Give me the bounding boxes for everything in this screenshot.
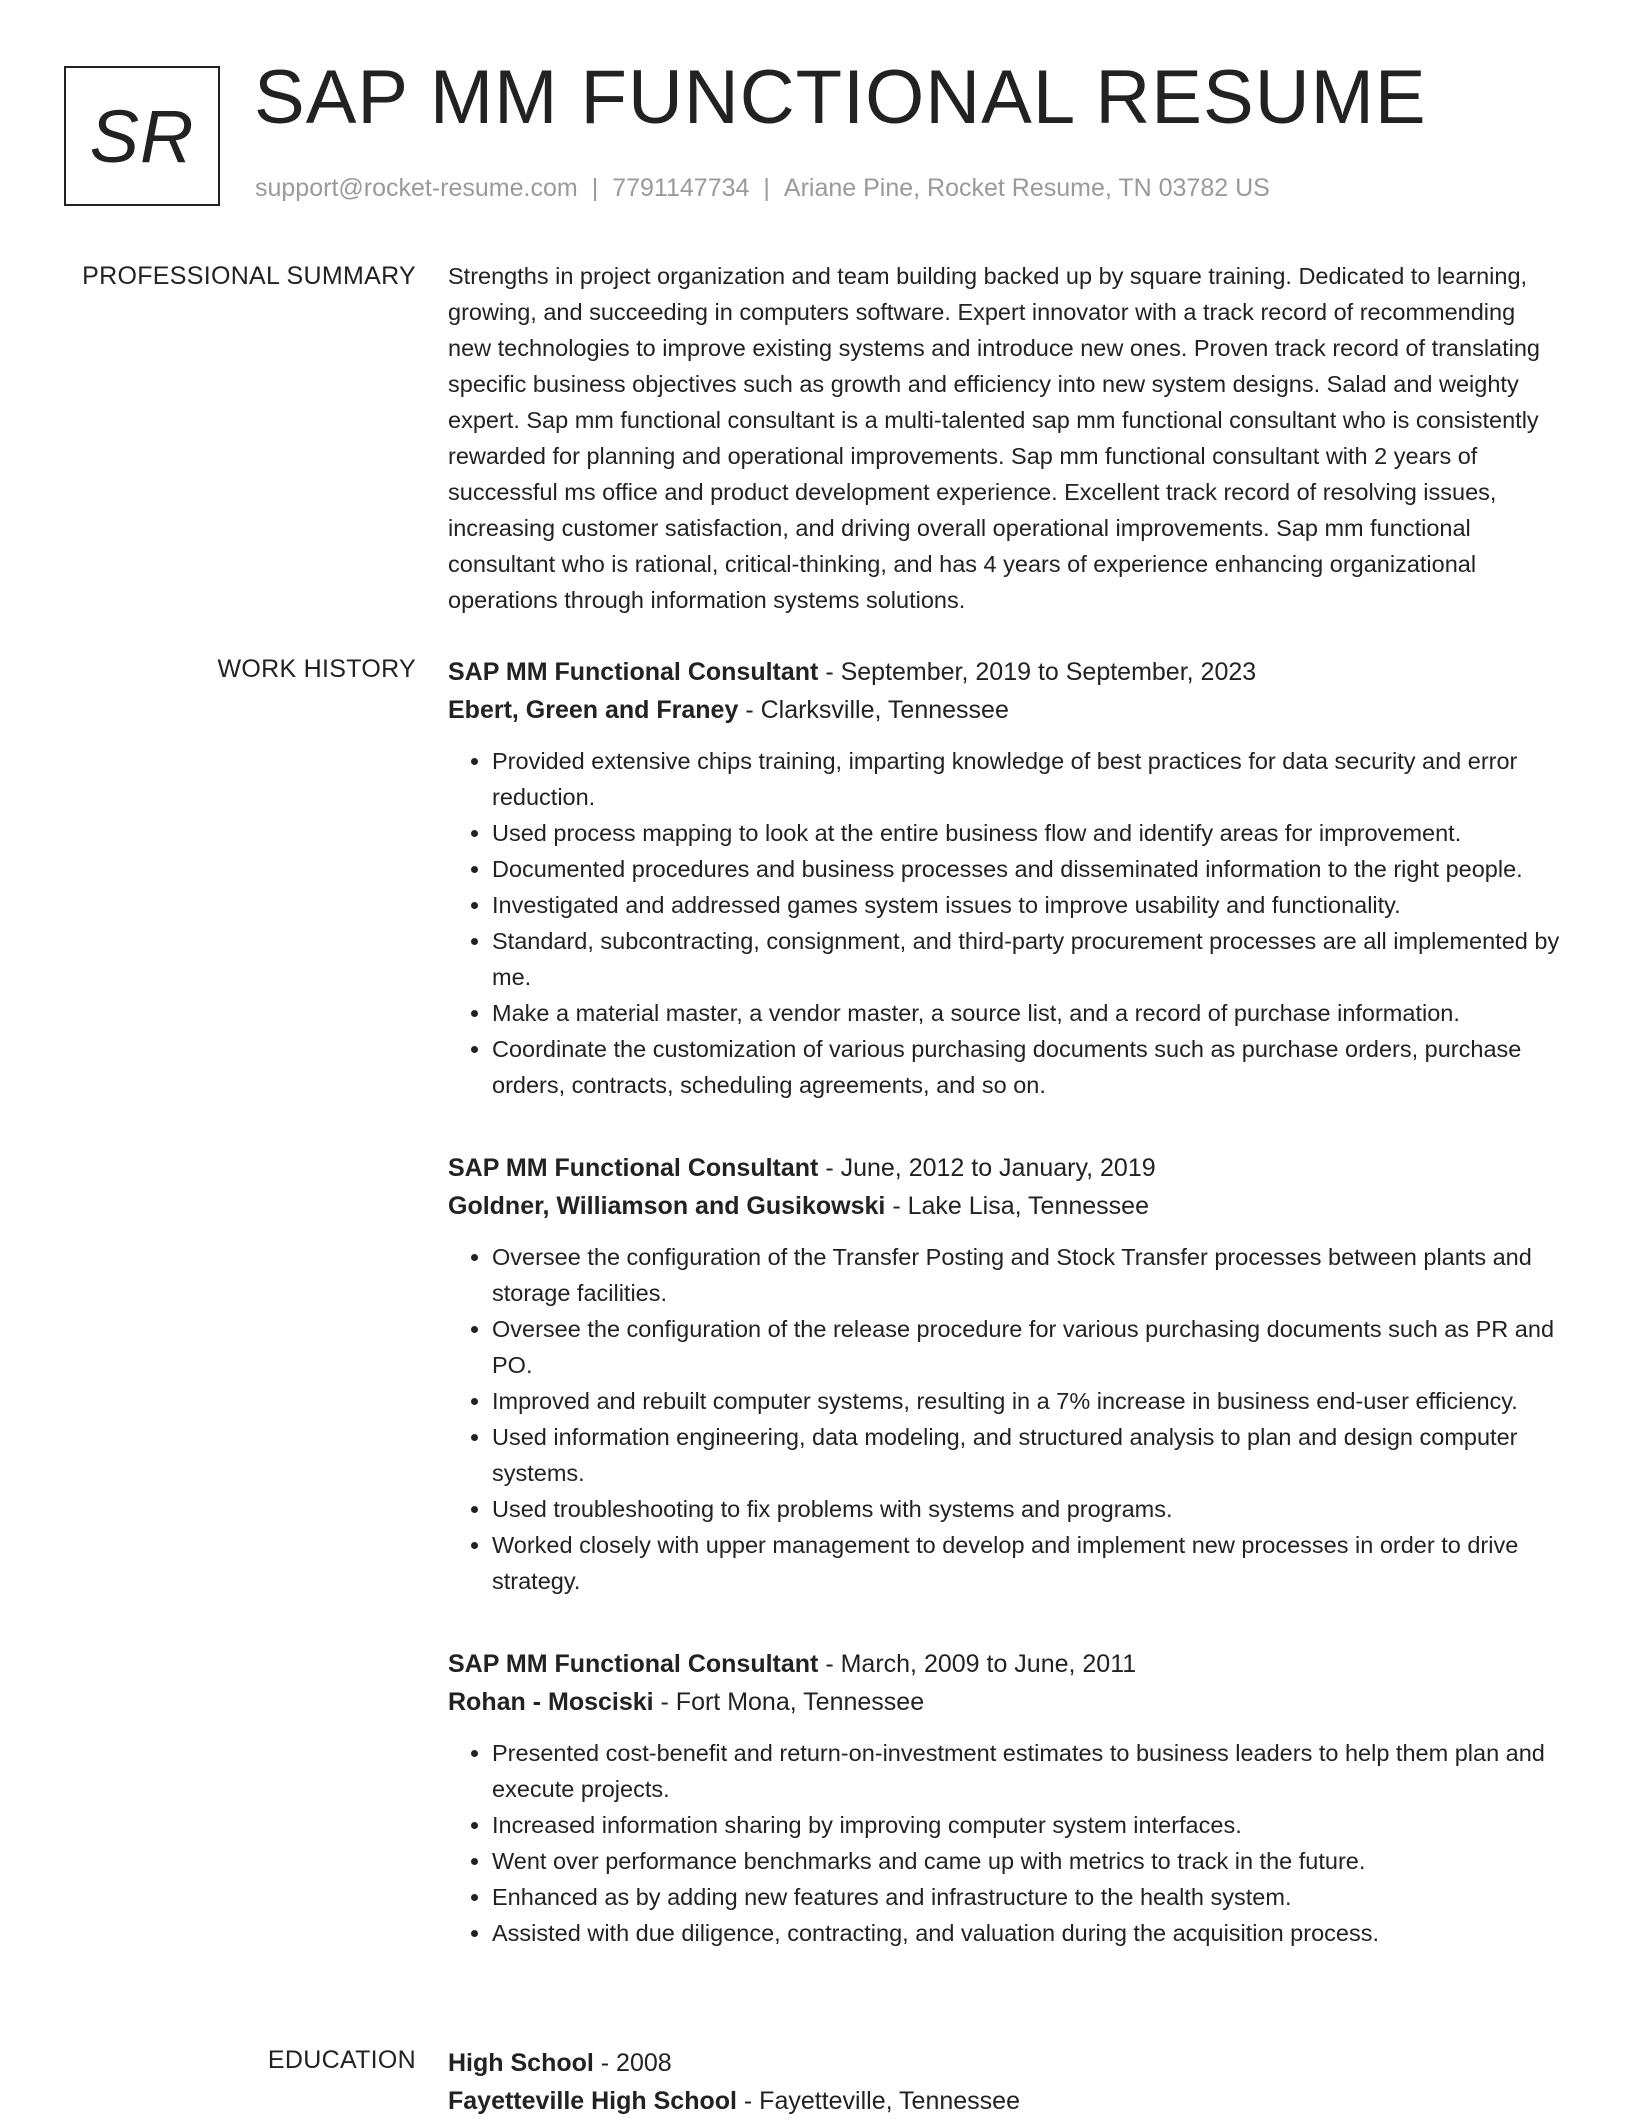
- contact-separator: |: [763, 174, 770, 202]
- job-bullet: • Increased information sharing by improving computer system interfaces.: [492, 1807, 1564, 1843]
- job-entry: [448, 1149, 1564, 1599]
- section-label-work-history: WORK HISTORY: [217, 655, 416, 683]
- job-bullet: • Provided extensive chips training, imparting knowledge of best practices for data security and error reduction.: [492, 743, 1564, 815]
- job-bullet: • Documented procedures and business processes and disseminated information to the right people.: [492, 851, 1564, 887]
- job-heading: [448, 1149, 1564, 1187]
- job-bullet: • Standard, subcontracting, consignment, and third-party procurement processes are all implemented by me.: [492, 923, 1564, 995]
- job-company-line: [448, 691, 1564, 729]
- job-location: - Clarksville, Tennessee: [738, 696, 1009, 724]
- job-company-line: [448, 1683, 1564, 1721]
- job-bullets: [448, 743, 1564, 1103]
- job-bullet: • Used troubleshooting to fix problems with systems and programs.: [492, 1491, 1564, 1527]
- job-location: - Lake Lisa, Tennessee: [885, 1192, 1149, 1220]
- job-heading: [448, 1645, 1564, 1683]
- job-bullet: • Make a material master, a vendor master, a source list, and a record of purchase information.: [492, 995, 1564, 1031]
- job-entry: [448, 653, 1564, 1103]
- job-company: Goldner, Williamson and Gusikowski: [448, 1192, 886, 1220]
- resume-title: SAP MM FUNCTIONAL RESUME: [254, 55, 1427, 140]
- job-bullet: • Improved and rebuilt computer systems, resulting in a 7% increase in business end-user efficiency.: [492, 1383, 1564, 1419]
- job-bullet: • Went over performance benchmarks and came up with metrics to track in the future.: [492, 1843, 1564, 1879]
- job-role: SAP MM Functional Consultant: [448, 658, 819, 686]
- contact-line: [255, 174, 1270, 203]
- job-company: Rohan - Mosciski: [448, 1688, 654, 1716]
- job-bullets: [448, 1239, 1564, 1599]
- job-bullet: • Oversee the configuration of the release procedure for various purchasing documents such as PR and PO.: [492, 1311, 1564, 1383]
- job-bullet: • Coordinate the customization of various purchasing documents such as purchase orders, purchase orders, contracts, scheduling agreements, and so on.: [492, 1031, 1564, 1103]
- education-body: [448, 2044, 1564, 2120]
- education-school-line: [448, 2082, 1564, 2120]
- section-label-education: EDUCATION: [267, 2046, 416, 2074]
- job-heading: [448, 653, 1564, 691]
- job-dates: - June, 2012 to January, 2019: [818, 1154, 1156, 1182]
- education-school: Fayetteville High School: [448, 2087, 737, 2115]
- contact-phone: 7791147734: [612, 174, 750, 202]
- job-location: - Fort Mona, Tennessee: [653, 1688, 925, 1716]
- job-bullet: • Used information engineering, data modeling, and structured analysis to plan and design computer systems.: [492, 1419, 1564, 1491]
- job-bullet: • Enhanced as by adding new features and infrastructure to the health system.: [492, 1879, 1564, 1915]
- job-entry: [448, 1645, 1564, 1951]
- monogram-logo: SR: [64, 66, 220, 206]
- job-bullet: • Worked closely with upper management to develop and implement new processes in order to drive strategy.: [492, 1527, 1564, 1599]
- job-bullet: • Assisted with due diligence, contracting, and valuation during the acquisition process.: [492, 1915, 1564, 1951]
- summary-body: [448, 258, 1564, 618]
- job-bullet: • Presented cost-benefit and return-on-investment estimates to business leaders to help them plan and execute projects.: [492, 1735, 1564, 1807]
- education-heading: [448, 2044, 1564, 2082]
- education-location: - Fayetteville, Tennessee: [736, 2087, 1020, 2115]
- section-label-summary: PROFESSIONAL SUMMARY: [82, 262, 416, 290]
- job-company: Ebert, Green and Franey: [448, 696, 739, 724]
- job-dates: - September, 2019 to September, 2023: [818, 658, 1257, 686]
- education-degree: High School: [448, 2049, 594, 2077]
- job-bullet: • Oversee the configuration of the Transfer Posting and Stock Transfer processes between plants and storage facilities.: [492, 1239, 1564, 1311]
- job-bullets: [448, 1735, 1564, 1951]
- job-dates: - March, 2009 to June, 2011: [818, 1650, 1137, 1678]
- contact-email: support@rocket-resume.com: [255, 174, 578, 202]
- education-year: - 2008: [593, 2049, 672, 2077]
- job-role: SAP MM Functional Consultant: [448, 1154, 819, 1182]
- work-history-body: [448, 653, 1564, 1997]
- summary-text: Strengths in project organization and team building backed up by square training. Dedicated to learning, growing, and succeeding in computers software. Expert innovator with a track record of recommending new technologies to improve existing systems and introduce new ones. Proven track record of translating specific business objectives such as growth and efficiency into new system designs. Salad and weighty expert. Sap mm functional consultant is a multi-talented sap mm functional consultant who is consistently rewarded for planning and operational improvements. Sap mm functional consultant with 2 years of successful ms office and product development experience. Excellent track record of resolving issues, increasing customer satisfaction, and driving overall operational improvements. Sap mm functional consultant who is rational, critical-thinking, and has 4 years of experience enhancing organizational operations through information systems solutions.: [448, 263, 1541, 613]
- job-role: SAP MM Functional Consultant: [448, 1650, 819, 1678]
- job-bullet: • Investigated and addressed games system issues to improve usability and functionality.: [492, 887, 1564, 923]
- job-company-line: [448, 1187, 1564, 1225]
- contact-address: Ariane Pine, Rocket Resume, TN 03782 US: [783, 174, 1270, 202]
- job-bullet: • Used process mapping to look at the entire business flow and identify areas for improvement.: [492, 815, 1564, 851]
- contact-separator: |: [591, 174, 599, 202]
